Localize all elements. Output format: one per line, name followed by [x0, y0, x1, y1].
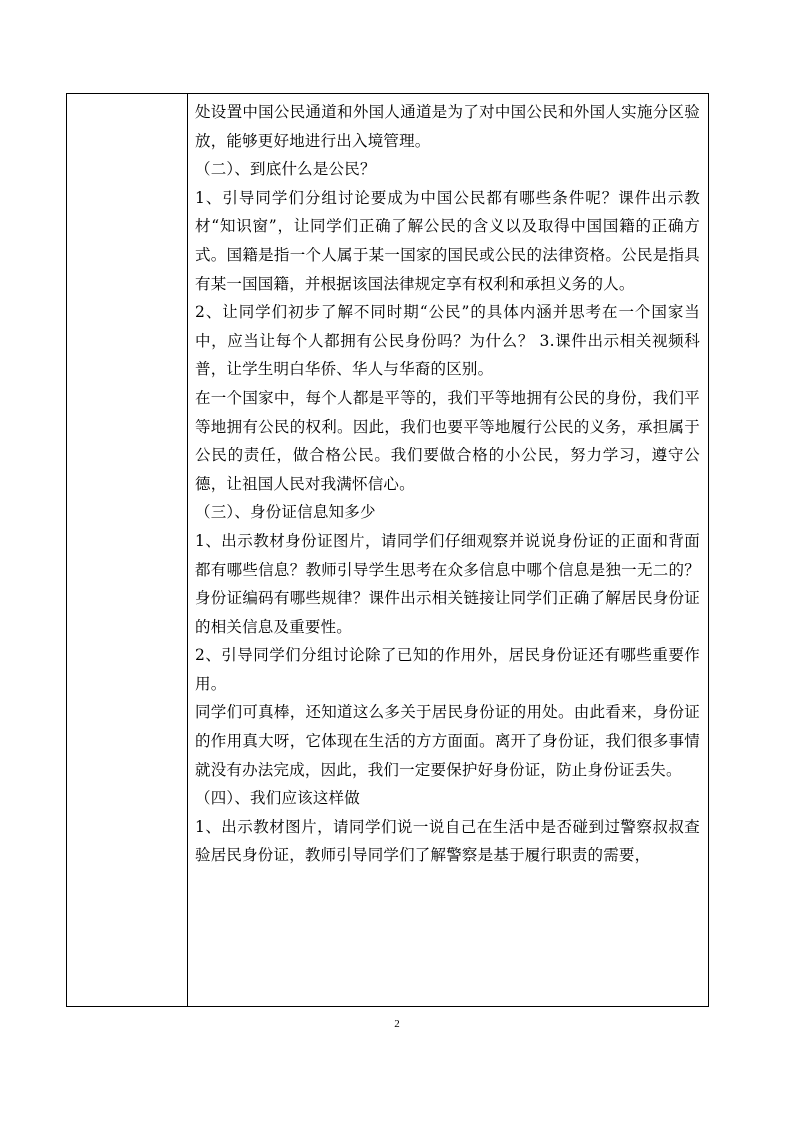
paragraph: 在一个国家中，每个人都是平等的，我们平等地拥有公民的身份，我们平等地拥有公民的权利。因此，我们也要平等地履行公民的义务，承担属于公民的责任，做合格公民。我们要做合格的小公民，努力学习，遵守公德，让祖国人民对我满怀信心。: [195, 388, 700, 493]
lesson-table: [66, 93, 709, 1007]
page-number: 2: [394, 1018, 400, 1030]
paragraph: 1、引导同学们分组讨论要成为中国公民都有哪些条件呢？课件出示教材“知识窗”，让同学们正确了解公民的含义以及取得中国国籍的正确方式。国籍是指一个人属于某一国家的国民或公民的法律资格。公民是指具有某一国国籍，并根据该国法律规定享有权利和承担义务的人。: [195, 188, 700, 293]
table-row: [67, 94, 709, 1007]
paragraph: 1、出示教材身份证图片，请同学们仔细观察并说说身份证的正面和背面都有哪些信息？教师引导学生思考在众多信息中哪个信息是独一无二的？身份证编码有哪些规律？课件出示相关链接让同学们正确了解居民身份证的相关信息及重要性。: [195, 531, 700, 636]
lesson-content: [188, 94, 708, 870]
section-heading-2: （二）、到底什么是公民？: [195, 160, 376, 179]
paragraph-intro-continuation: 处设置中国公民通道和外国人通道是为了对中国公民和外国人实施分区验放，能够更好地进行出入境管理。: [195, 103, 700, 150]
content-cell: [188, 94, 709, 1007]
left-column-cell: [67, 94, 188, 1007]
paragraph: 1、出示教材图片，请同学们说一说自己在生活中是否碰到过警察叔叔查验居民身份证，教师引导同学们了解警察是基于履行职责的需要，: [195, 817, 700, 865]
section-heading-3: （三）、身份证信息知多少: [195, 503, 376, 522]
paragraph: 2、让同学们初步了解不同时期“公民”的具体内涵并思考在一个国家当中，应当让每个人都拥有公民身份吗？为什么？ 3.课件出示相关视频科普，让学生明白华侨、华人与华裔的区别。: [195, 303, 700, 379]
paragraph: 同学们可真棒，还知道这么多关于居民身份证的用处。由此看来，身份证的作用真大呀，它体现在生活的方方面面。离开了身份证，我们很多事情就没有办法完成，因此，我们一定要保护好身份证，防止身份证丢失。: [195, 703, 700, 779]
section-heading-4: （四）、我们应该这样做: [195, 789, 360, 808]
paragraph: 2、引导同学们分组讨论除了已知的作用外，居民身份证还有哪些重要作用。: [195, 646, 700, 693]
